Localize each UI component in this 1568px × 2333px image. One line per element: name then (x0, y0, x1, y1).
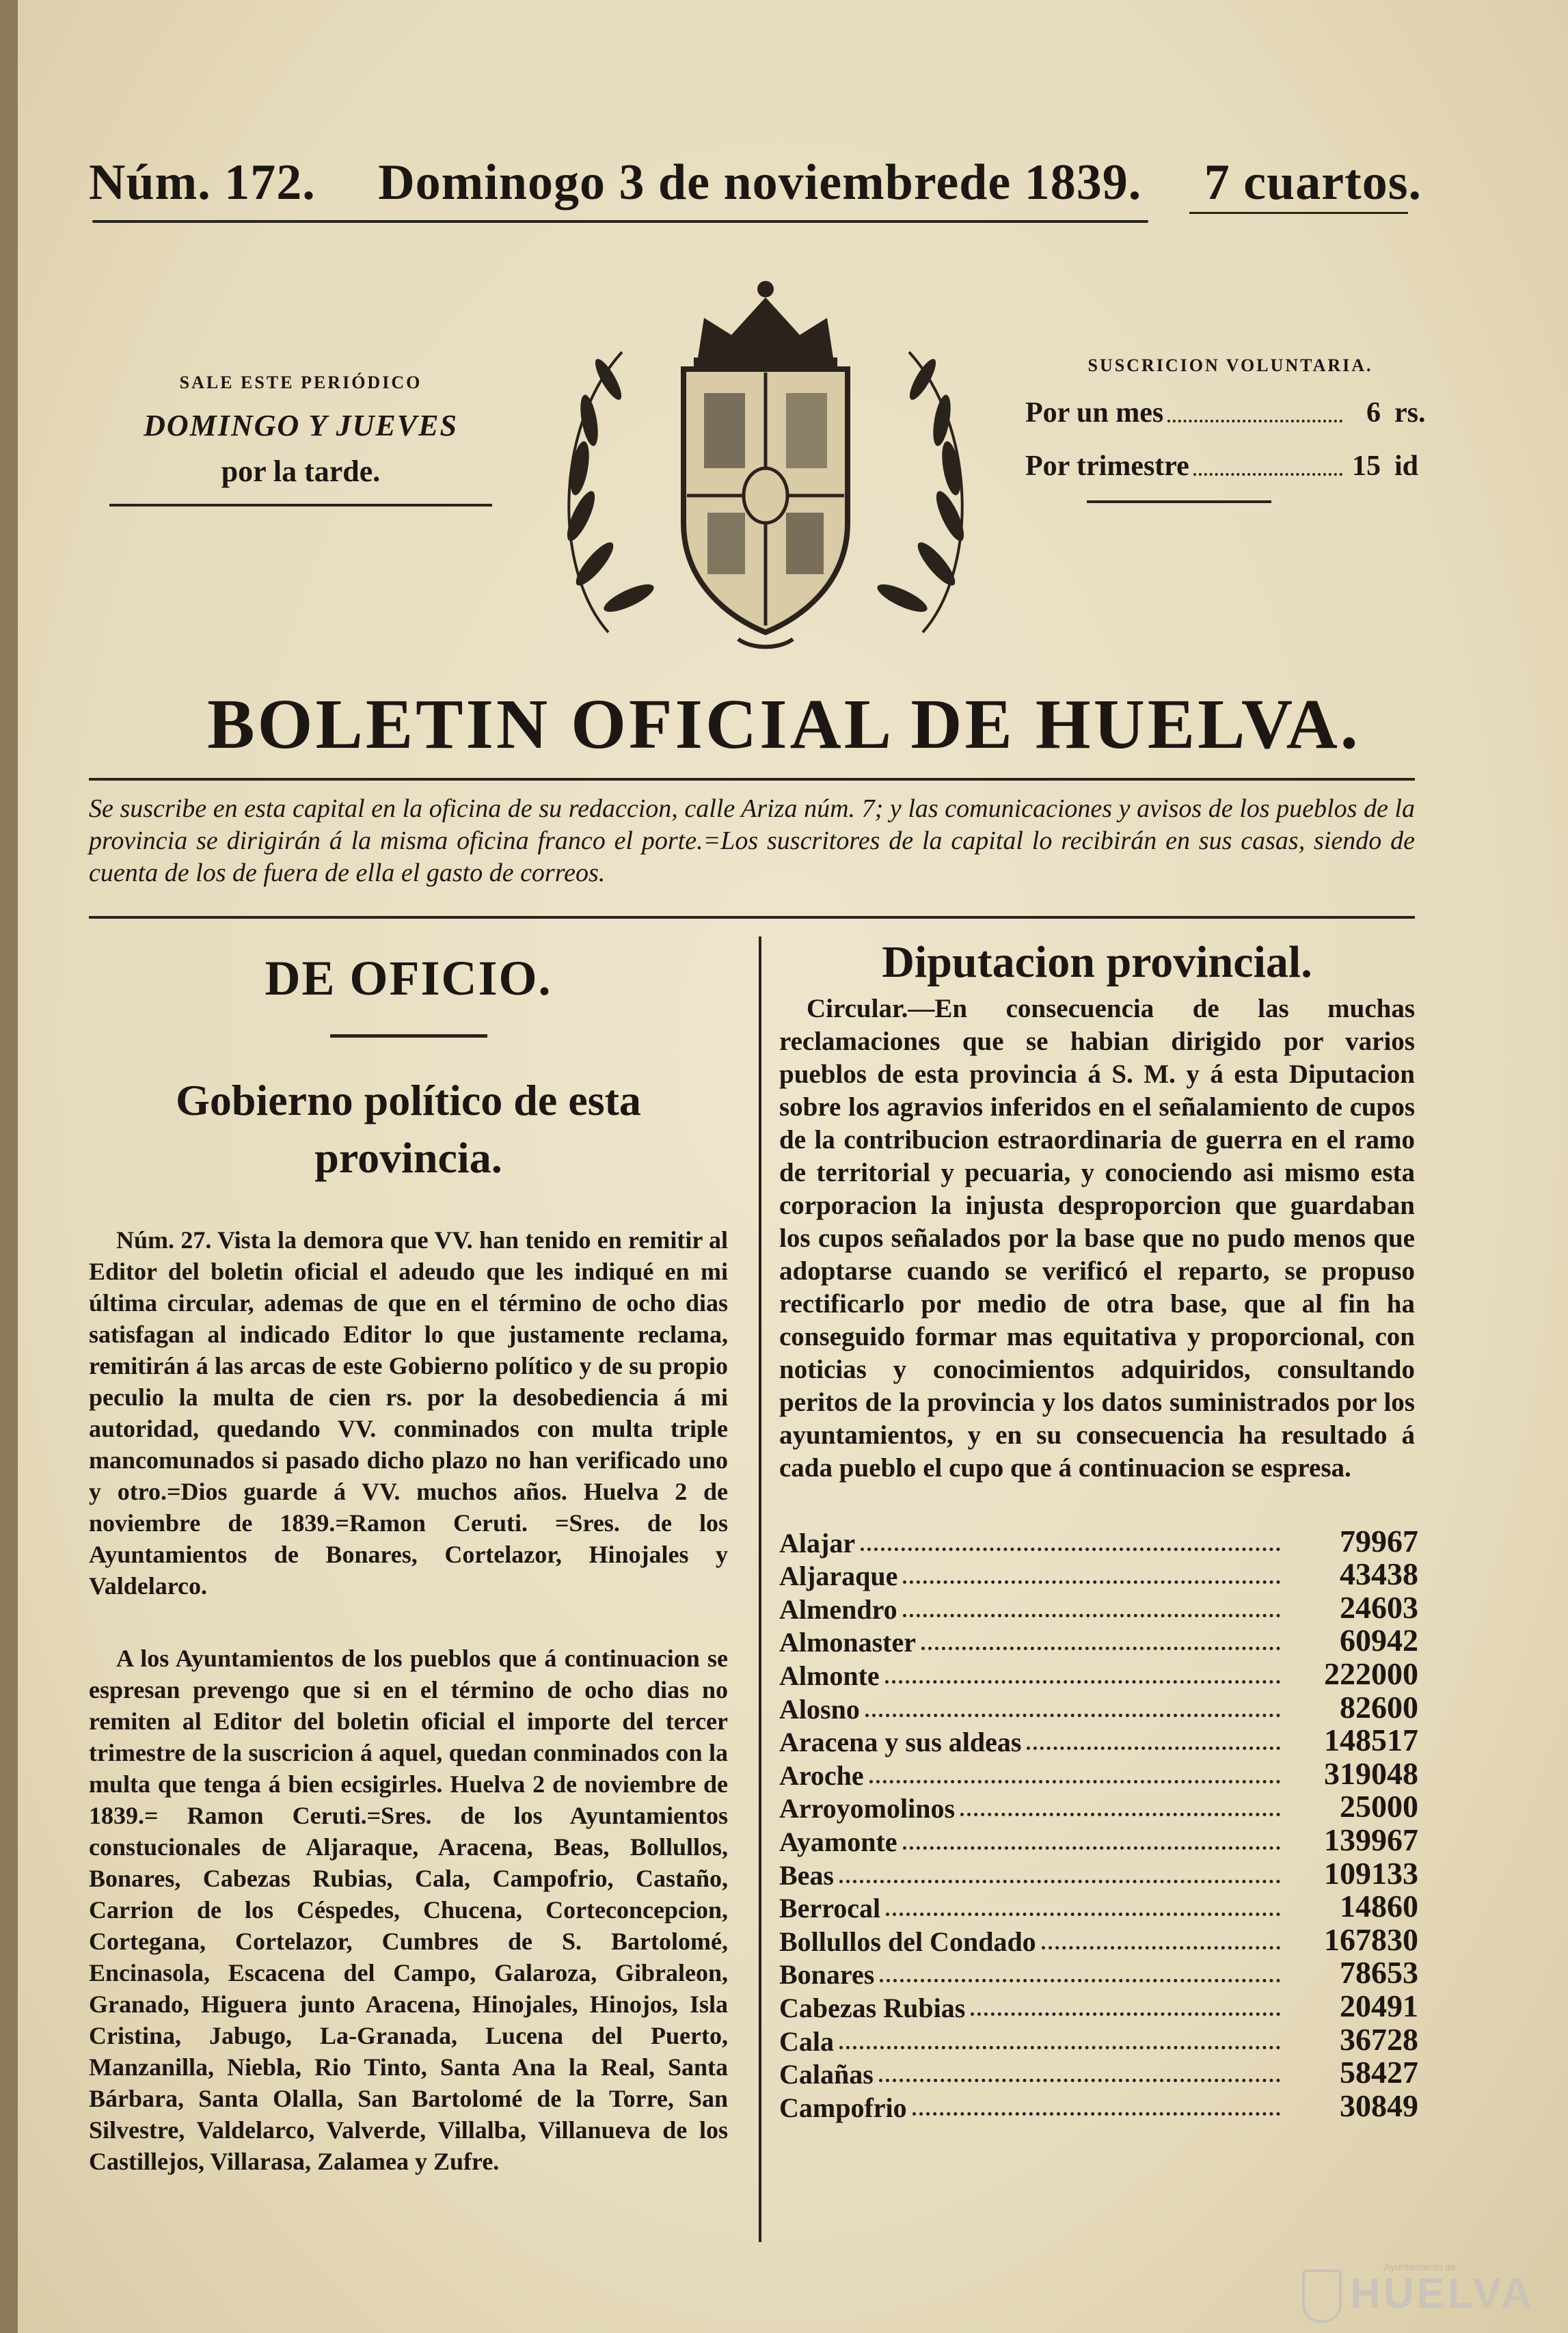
subscription-rule (1087, 500, 1271, 503)
list-item (779, 1789, 1418, 1825)
subscription-label: Por trimestre (1025, 450, 1189, 482)
dot-leader (869, 1780, 1280, 1783)
title-rule (89, 778, 1415, 781)
dot-leader (865, 1714, 1280, 1717)
dot-leader (885, 1680, 1280, 1684)
dot-leader (971, 2012, 1280, 2016)
article-paragraph: A los Ayuntamientos de los pueblos que á continuacion se espresan prevengo que si en el término de ocho dias no remiten al Editor del boletin oficial el importe del tercer trimestre de la suscricion á aquel, quedan conminados con la multa que tenga á bien ecsigirles. Huelva 2 de noviembre de 1839.= Ramon Ceruti.=Sres. de los Ayuntamientos constucionales de Aljaraque, Aracena, Beas, Bollullos, Bonares, Cabezas Rubias, Cala, Campofrio, Castaño, Carrion de los Céspedes, Chucena, Corteconcepcion, Cortegana, Cortelazor, Cumbres de S. Bartolomé, Encinasola, Escacena del Campo, Galaroza, Gibraleon, Granado, Higuera junto Aracena, Hinojales, Hinojos, Isla Cristina, Jabugo, La-Granada, Lucena del Puerto, Manzanilla, Niebla, Rio Tinto, Santa Ana la Real, Santa Bárbara, Santa Olalla, San Bartolomé de la Torre, San Silvestre, Valdelarco, Valverde, Villalba, Villanueva de los Castillejos, Villarasa, Zalamea y Zufre. (89, 1645, 728, 2175)
dot-leader (960, 1813, 1280, 1816)
dot-leader (1193, 450, 1342, 476)
town-name: Arroyomolinos (779, 1793, 956, 1824)
list-item (779, 1824, 1418, 1858)
subscription-label: Por un mes (1025, 397, 1164, 429)
masthead-rule-right (1189, 212, 1408, 214)
town-quota: 43438 (1340, 1556, 1418, 1592)
article-paragraph: Núm. 27. Vista la demora que VV. han tenido en remitir al Editor del boletin oficial el adeudo que les indiqué en mi última circular, ademas de que en el término de ocho dias satisfagan al indicado Editor lo que justamente reclama, remitirán á las arcas de este Gobierno político y de su propio peculio la multa de cien rs. por la desobediencia á mi autoridad, quedando VV. conminados con multa triple mancomunados si pasado dicho plazo no han verificado uno y otro.=Dios guarde á VV. muchos años. Huelva 2 de noviembre de 1839.=Ramon Ceruti. =Sres. de los Ayuntamientos de Bonares, Cortelazor, Hinojales y Valdelarco. (89, 1226, 728, 1600)
dot-leader (839, 2046, 1280, 2049)
dot-leader (1042, 1946, 1280, 1950)
coat-of-arms-icon (526, 277, 1005, 660)
newspaper-title: BOLETIN OFICIAL DE HUELVA. (207, 685, 1361, 764)
list-item (779, 1725, 1418, 1759)
town-name: Almonte (779, 1660, 880, 1691)
town-quota: 109133 (1324, 1855, 1418, 1891)
subscription-value: 15 (1352, 450, 1381, 482)
left-column (89, 950, 728, 2177)
article-gobierno (89, 1224, 728, 2177)
town-name: Berrocal (779, 1893, 881, 1924)
issue-price: 7 cuartos. (1204, 154, 1422, 211)
subheading-line: Gobierno político de esta (176, 1076, 641, 1124)
town-quota: 79967 (1340, 1523, 1418, 1559)
subheading-line: provincia. (314, 1133, 502, 1182)
watermark-caption: Ayuntamiento de (1384, 2261, 1456, 2272)
town-name: Almendro (779, 1593, 897, 1625)
town-name: Campofrio (779, 2092, 907, 2123)
town-name: Aroche (779, 1759, 864, 1791)
masthead (89, 154, 1422, 219)
dot-leader (913, 2112, 1280, 2116)
town-quota: 30849 (1340, 2088, 1418, 2123)
town-quota: 167830 (1324, 1921, 1418, 1957)
town-quota: 58427 (1340, 2055, 1418, 2090)
subscription-row-quarter (1025, 450, 1435, 483)
town-quota: 148517 (1324, 1723, 1418, 1758)
town-quota: 82600 (1340, 1689, 1418, 1725)
list-item (779, 1891, 1418, 1925)
town-quota: 14860 (1340, 1889, 1418, 1924)
subscription-value: 6 (1366, 397, 1381, 429)
town-name: Cala (779, 2025, 834, 2057)
schedule-days: DOMINGO Y JUEVES (144, 409, 458, 442)
town-quota: 319048 (1324, 1755, 1418, 1791)
town-quota: 60942 (1340, 1623, 1418, 1658)
town-name: Ayamonte (779, 1826, 897, 1857)
subscription-title: SUSCRICION VOLUNTARIA. (1087, 355, 1373, 375)
list-item (779, 1623, 1418, 1659)
schedule-time: por la tarde. (221, 455, 381, 488)
town-name: Almonaster (779, 1627, 916, 1658)
town-name: Beas (779, 1859, 834, 1891)
list-item (779, 1955, 1418, 1991)
town-name: Bonares (779, 1959, 875, 1991)
town-quota: 25000 (1340, 1789, 1418, 1824)
list-item (779, 1556, 1418, 1593)
list-item (779, 1855, 1418, 1891)
dot-leader (903, 1614, 1280, 1617)
masthead-rule (92, 220, 1148, 223)
list-item (779, 1658, 1418, 1692)
dot-leader (886, 1913, 1280, 1916)
town-quota: 139967 (1324, 1822, 1418, 1857)
article-diputacion (779, 993, 1415, 1485)
town-name: Aljaraque (779, 1561, 898, 1592)
town-quota: 222000 (1324, 1656, 1418, 1691)
notice-rule (89, 916, 1415, 919)
list-item (779, 2021, 1418, 2058)
subscription-unit: id (1394, 450, 1419, 482)
list-item (779, 2090, 1418, 2124)
list-item (779, 1689, 1418, 1725)
town-name: Alosno (779, 1693, 860, 1725)
town-name: Alajar (779, 1527, 856, 1559)
section-heading-diputacion: Diputacion provincial. (882, 937, 1312, 987)
list-item (779, 1921, 1418, 1958)
page-edge (0, 0, 18, 2333)
dot-leader (839, 1880, 1280, 1883)
publication-schedule (89, 373, 513, 507)
list-item (779, 2055, 1418, 2091)
dot-leader (880, 1979, 1280, 1982)
dot-leader (861, 1548, 1280, 1551)
list-item (779, 1988, 1418, 2024)
schedule-rule (109, 504, 492, 507)
watermark-shield-icon (1302, 2269, 1342, 2323)
section-heading-oficio: DE OFICIO. (265, 951, 552, 1006)
subscription-row-month (1025, 396, 1435, 429)
dot-leader (879, 2079, 1280, 2082)
subscription-unit: rs. (1394, 397, 1426, 429)
list-item (779, 1589, 1418, 1626)
town-quota: 24603 (1340, 1589, 1418, 1625)
list-item (779, 1755, 1418, 1792)
list-item (779, 1523, 1418, 1559)
column-divider (759, 936, 761, 2242)
town-quota: 20491 (1340, 1988, 1418, 2023)
section-rule (330, 1034, 487, 1038)
schedule-label: SALE ESTE PERIÓDICO (179, 373, 422, 392)
dot-leader (921, 1647, 1280, 1650)
subscription-info (1025, 355, 1435, 503)
subscription-notice: Se suscribe en esta capital en la oficina de su redaccion, calle Ariza núm. 7; y las comunicaciones y avisos de los pueblos de la provincia se dirigirán á la misma oficina franco el porte.=Los suscritores de la capital lo recibirán en sus casas, siendo de cuenta de los de fuera de ella el gasto de correos. (89, 794, 1415, 887)
town-quota: 36728 (1340, 2021, 1418, 2057)
watermark-text: HUELVA (1350, 2270, 1535, 2317)
issue-date: Dominogo 3 de noviembrede 1839. (378, 154, 1142, 211)
dot-leader (903, 1580, 1280, 1584)
dot-leader (903, 1846, 1280, 1850)
town-name: Bollullos del Condado (779, 1926, 1036, 1957)
town-name: Cabezas Rubias (779, 1992, 966, 2023)
subheading-gobierno (89, 1072, 728, 1187)
town-name: Calañas (779, 2059, 874, 2090)
town-quota-list (779, 1523, 1418, 2124)
issue-number: Núm. 172. (89, 154, 316, 211)
dot-leader (1027, 1747, 1280, 1750)
town-quota: 78653 (1340, 1955, 1418, 1991)
right-column (779, 936, 1418, 2124)
article-paragraph: Circular.—En consecuencia de las muchas reclamaciones que se habian dirigido por varios pueblos de esta provincia á S. M. y á esta Diputacion sobre los agravios inferidos en el señalamiento de cupos de la contribucion estraordinaria de guerra en el ramo de territorial y pecuaria, y conociendo asi mismo esta corporacion la injusta desproporcion que guardaban los cupos señalados por la base que no pudo menos que adoptarse cuando se verificó el reparto, se propuso rectificarlo por medio de otra base, que al fin ha conseguido formar mas equitativa y proporcional, con noticias y conocimientos adquiridos, consultando peritos de la provincia y los datos suministrados por los ayuntamientos, y en su consecuencia ha resultado á cada pueblo el cupo que á continuacion se espresa. (779, 994, 1415, 1483)
town-name: Aracena y sus aldeas (779, 1727, 1022, 1758)
dot-leader (1167, 396, 1342, 422)
